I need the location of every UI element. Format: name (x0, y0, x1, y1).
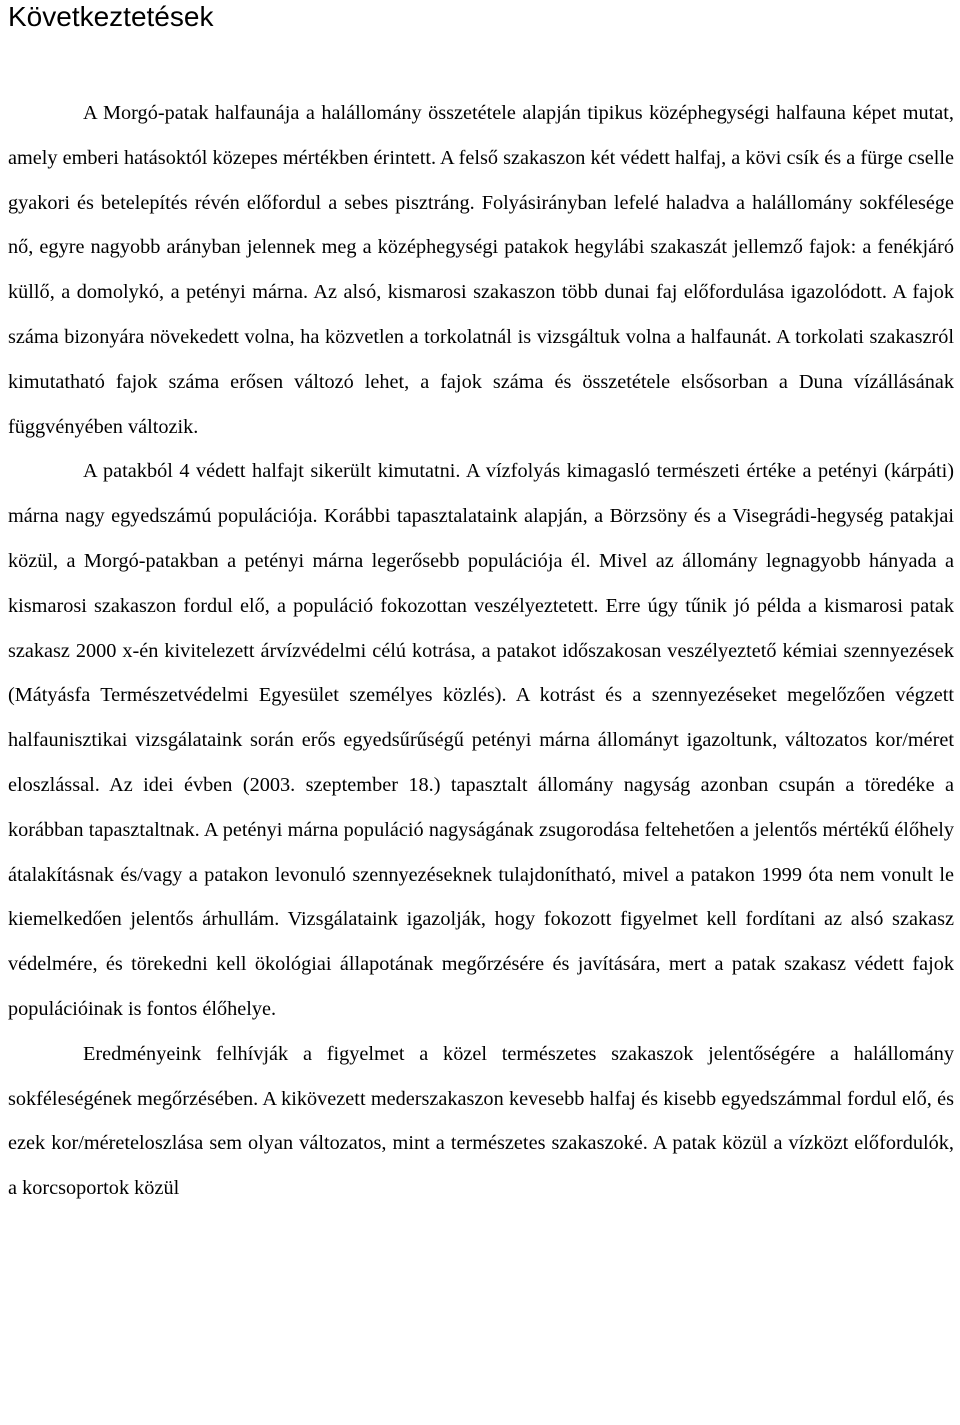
paragraph-2: A patakból 4 védett halfajt sikerült kimutatni. A vízfolyás kimagasló természeti értéke a petényi (kárpáti) márna nagy egyedszámú populációja. Korábbi tapasztalataink alapján, a Börzsöny és a Visegrádi-hegység patakjai közül, a Morgó-patakban a petényi márna legerősebb populációja él. Mivel az állomány legnagyobb hányada a kismarosi szakaszon fordul elő, a populáció fokozottan veszélyeztetett. Erre úgy tűnik jó példa a kismarosi patak szakasz 2000 x-én kivitelezett árvízvédelmi célú kotrása, a patakot időszakosan veszélyeztető kémiai szennyezések (Mátyásfa Természetvédelmi Egyesület személyes közlés). A kotrást és a szennyezéseket megelőzően végzett halfaunisztikai vizsgálataink során erős egyedsűrűségű petényi márna állományt igazoltunk, változatos kor/méret eloszlással. Az idei évben (2003. szeptember 18.) tapasztalt állomány nagyság azonban csupán a töredéke a korábban tapasztaltnak. A petényi márna populáció nagyságának zsugorodása feltehetően a jelentős mértékű élőhely átalakításnak és/vagy a patakon levonuló szennyezéseknek tulajdonítható, mivel a patakon 1999 óta nem vonult le kiemelkedően jelentős árhullám. Vizsgálataink igazolják, hogy fokozott figyelmet kell fordítani az alsó szakasz védelmére, és törekedni kell ökológiai állapotának megőrzésére és javítására, mert a patak szakasz védett fajok populációinak is fontos élőhelye. (8, 460, 954, 1020)
document-page (8, 0, 954, 1211)
section-heading: Következtetések (8, 1, 214, 32)
paragraph-3: Eredményeink felhívják a figyelmet a közel természetes szakaszok jelentőségére a halállomány sokféleségének megőrzésében. A kikövezett mederszakaszon kevesebb halfaj és kisebb egyedszámmal fordul elő, és ezek kor/méreteloszlása sem olyan változatos, mint a természetes szakaszoké. A patak közül a vízközt előfordulók, a korcsoportok közül (8, 1042, 954, 1200)
paragraph-1: A Morgó-patak halfaunája a halállomány összetétele alapján tipikus középhegységi halfauna képet mutat, amely emberi hatásoktól közepes mértékben érintett. A felső szakaszon két védett halfaj, a kövi csík és a fürge cselle gyakori és betelepítés révén előfordul a sebes pisztráng. Folyásirányban lefelé haladva a halállomány sokfélesége nő, egyre nagyobb arányban jelennek meg a középhegységi patakok hegylábi szakaszát jellemző fajok: a fenékjáró küllő, a domolykó, a petényi márna. Az alsó, kismarosi szakaszon több dunai faj előfordulása igazolódott. A fajok száma bizonyára növekedett volna, ha közvetlen a torkolatnál is vizsgáltuk volna a halfaunát. A torkolati szakaszról kimutatható fajok száma erősen változó lehet, a fajok száma és összetétele elsősorban a Duna vízállásának függvényében változik. (8, 102, 954, 438)
